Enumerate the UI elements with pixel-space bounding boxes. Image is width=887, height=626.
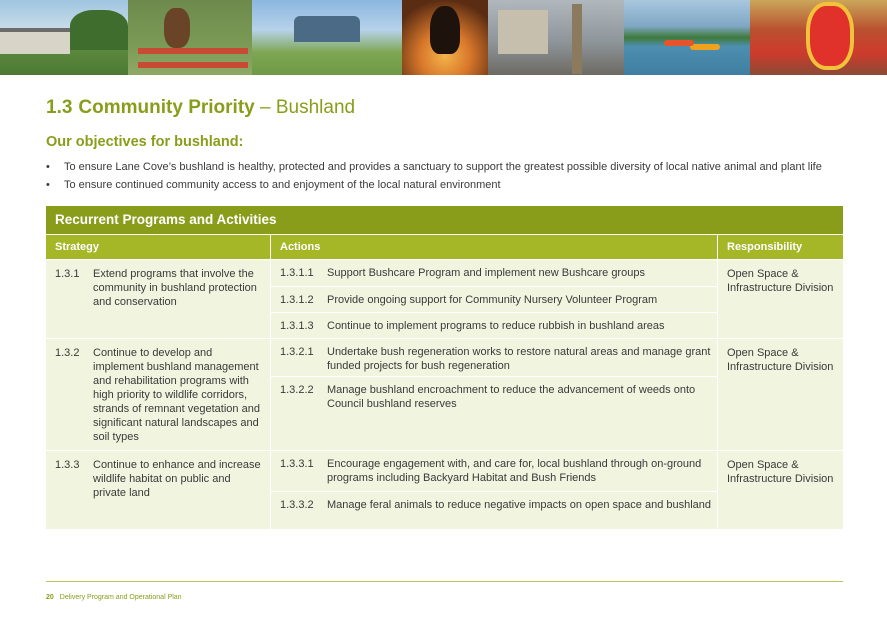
bullet-icon: • <box>46 179 50 191</box>
action-code: 1.3.2.1 <box>280 346 314 358</box>
table-row <box>46 450 843 529</box>
strategy-cell <box>46 260 270 338</box>
page-number: 20 <box>46 594 54 601</box>
action-text: Continue to implement programs to reduce rubbish in bushland areas <box>327 320 665 332</box>
action-text: Provide ongoing support for Community Nursery Volunteer Program <box>327 294 658 306</box>
photo-banner <box>0 0 887 75</box>
lion-dance-festival-photo <box>750 0 887 75</box>
action-item <box>271 339 717 376</box>
programs-table <box>46 206 843 529</box>
strategy-cell <box>46 339 270 450</box>
section-subtitle: – Bushland <box>254 97 356 118</box>
action-code: 1.3.1.1 <box>280 267 314 279</box>
table-row <box>46 338 843 450</box>
actions-cell <box>270 451 717 529</box>
action-code: 1.3.1.2 <box>280 294 314 306</box>
action-text: Manage bushland encroachment to reduce the advancement of weeds onto Council bushland reserves <box>327 384 696 410</box>
outdoor-fitness-photo <box>252 0 402 75</box>
objectives-title: Our objectives for bushland: <box>46 134 244 150</box>
objective-text: To ensure continued community access to and enjoyment of the local natural environment <box>64 179 501 191</box>
strategy-code: 1.3.1 <box>55 268 80 280</box>
action-item <box>271 260 717 286</box>
section-number: 1.3 <box>46 97 73 118</box>
strategy-cell <box>46 451 270 529</box>
table-title: Recurrent Programs and Activities <box>46 206 843 234</box>
strategy-text: Continue to enhance and increase wildlife habitat on public and private land <box>93 459 261 499</box>
objectives-list <box>46 158 866 194</box>
strategy-code: 1.3.3 <box>55 459 80 471</box>
objective-item <box>46 158 866 176</box>
document-title: Delivery Program and Operational Plan <box>59 594 182 601</box>
action-code: 1.3.3.2 <box>280 499 314 511</box>
objective-text: To ensure Lane Cove’s bushland is healthy, protected and provides a sanctuary to support the greatest possible diversity of local native animal and plant life <box>64 161 822 173</box>
action-code: 1.3.2.2 <box>280 384 314 396</box>
strategy-text: Continue to develop and implement bushland management and rehabilitation programs with high priority to wildlife corridors, strands of remnant vegetation and significant natural landscapes and soil types <box>93 347 260 443</box>
action-code: 1.3.3.1 <box>280 458 314 470</box>
dog-agility-photo <box>128 0 252 75</box>
action-text: Undertake bush regeneration works to restore natural areas and manage grant funded projects for bush regeneration <box>327 346 711 372</box>
action-item <box>271 312 717 338</box>
action-text: Encourage engagement with, and care for, local bushland through on-ground programs including Backyard Habitat and Bush Friends <box>327 458 702 484</box>
street-shops-photo <box>488 0 624 75</box>
action-item <box>271 376 717 450</box>
kookaburra-sunset-photo <box>402 0 488 75</box>
action-item <box>271 451 717 491</box>
action-code: 1.3.1.3 <box>280 320 314 332</box>
action-text: Manage feral animals to reduce negative impacts on open space and bushland <box>327 499 712 511</box>
strategy-text: Extend programs that involve the community in bushland protection and conservation <box>93 268 257 308</box>
objective-item <box>46 176 866 194</box>
strategy-code: 1.3.2 <box>55 347 80 359</box>
actions-cell <box>270 339 717 450</box>
page-footer <box>46 594 182 601</box>
page-title <box>46 96 355 120</box>
responsibility-cell: Open Space & Infrastructure Division <box>717 260 843 338</box>
header-strategy: Strategy <box>55 241 100 253</box>
table-header-row <box>46 234 843 259</box>
action-text: Support Bushcare Program and implement new Bushcare groups <box>327 267 645 279</box>
table-row <box>46 259 843 338</box>
header-actions: Actions <box>270 235 717 259</box>
responsibility-cell: Open Space & Infrastructure Division <box>717 451 843 529</box>
park-building-photo <box>0 0 128 75</box>
bullet-icon: • <box>46 161 50 173</box>
footer-divider <box>46 581 843 582</box>
responsibility-cell: Open Space & Infrastructure Division <box>717 339 843 450</box>
actions-cell <box>270 260 717 338</box>
header-responsibility: Responsibility <box>717 235 843 259</box>
kayaking-river-photo <box>624 0 750 75</box>
action-item <box>271 286 717 312</box>
section-word: Community Priority <box>78 97 255 118</box>
action-item <box>271 491 717 529</box>
